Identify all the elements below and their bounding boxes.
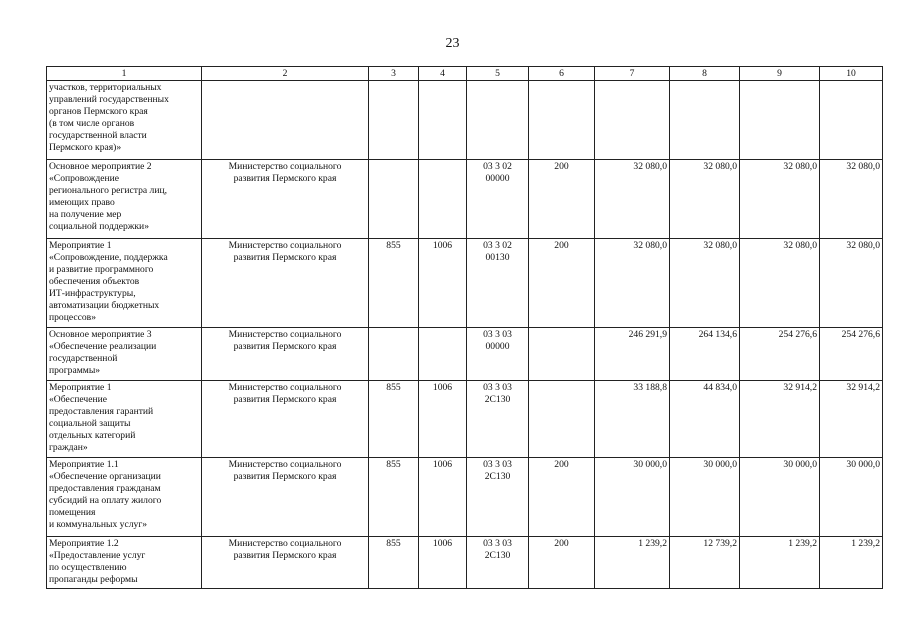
target-article-cell: 03 3 03 2С130 — [467, 537, 529, 589]
column-header: 6 — [529, 67, 595, 81]
amount-col-8: 264 134,6 — [670, 328, 740, 381]
grbs-code-cell — [369, 160, 419, 239]
grbs-code-cell: 855 — [369, 381, 419, 458]
amount-col-9: 30 000,0 — [740, 458, 820, 537]
page-number: 23 — [445, 36, 460, 51]
section-code-cell: 1006 — [419, 381, 467, 458]
amount-col-10: 32 080,0 — [820, 239, 883, 328]
column-header: 3 — [369, 67, 419, 81]
row-name: Мероприятие 1 «Обеспечение предоставления гарантий социальной защиты отдельных категорий граждан» — [47, 381, 202, 458]
column-header: 7 — [595, 67, 670, 81]
column-header: 5 — [467, 67, 529, 81]
target-article-cell: 03 3 03 2С130 — [467, 381, 529, 458]
column-header: 4 — [419, 67, 467, 81]
grbs-code-cell — [369, 81, 419, 160]
section-code-cell: 1006 — [419, 537, 467, 589]
amount-col-9: 254 276,6 — [740, 328, 820, 381]
expense-type-cell: 200 — [529, 458, 595, 537]
budget-table — [46, 66, 883, 589]
amount-col-7: 1 239,2 — [595, 537, 670, 589]
table-row — [47, 328, 883, 381]
table-row — [47, 160, 883, 239]
grbs-code-cell: 855 — [369, 458, 419, 537]
table-row — [47, 458, 883, 537]
expense-type-cell: 200 — [529, 160, 595, 239]
target-article-cell — [467, 81, 529, 160]
table-row — [47, 81, 883, 160]
expense-type-cell: 200 — [529, 537, 595, 589]
amount-col-8 — [670, 81, 740, 160]
target-article-cell: 03 3 02 00130 — [467, 239, 529, 328]
amount-col-7: 33 188,8 — [595, 381, 670, 458]
grbs-code-cell: 855 — [369, 537, 419, 589]
department-cell: Министерство социального развития Пермского края — [202, 328, 369, 381]
amount-col-9: 32 080,0 — [740, 160, 820, 239]
amount-col-10: 32 080,0 — [820, 160, 883, 239]
row-name: Мероприятие 1 «Сопровождение, поддержка и развитие программного обеспечения объектов ИТ-инфраструктуры, автоматизации бюджетных процессов» — [47, 239, 202, 328]
expense-type-cell: 200 — [529, 239, 595, 328]
section-code-cell: 1006 — [419, 458, 467, 537]
department-cell — [202, 81, 369, 160]
department-cell: Министерство социального развития Пермского края — [202, 537, 369, 589]
row-name: участков, территориальных управлений государственных органов Пермского края (в том числе органов государственной власти Пермского края)» — [47, 81, 202, 160]
amount-col-9: 32 080,0 — [740, 239, 820, 328]
column-header: 2 — [202, 67, 369, 81]
row-name: Основное мероприятие 2 «Сопровождение регионального регистра лиц, имеющих право на получение мер социальной поддержки» — [47, 160, 202, 239]
department-cell: Министерство социального развития Пермского края — [202, 381, 369, 458]
table-row — [47, 239, 883, 328]
amount-col-9: 1 239,2 — [740, 537, 820, 589]
amount-col-10: 1 239,2 — [820, 537, 883, 589]
column-header: 9 — [740, 67, 820, 81]
column-header: 1 — [47, 67, 202, 81]
row-name: Основное мероприятие 3 «Обеспечение реализации государственной программы» — [47, 328, 202, 381]
target-article-cell: 03 3 02 00000 — [467, 160, 529, 239]
section-code-cell — [419, 81, 467, 160]
table-row — [47, 381, 883, 458]
column-header: 10 — [820, 67, 883, 81]
row-name: Мероприятие 1.1 «Обеспечение организации предоставления гражданам субсидий на оплату жилого помещения и коммунальных услуг» — [47, 458, 202, 537]
row-name: Мероприятие 1.2 «Предоставление услуг по осуществлению пропаганды реформы — [47, 537, 202, 589]
grbs-code-cell — [369, 328, 419, 381]
section-code-cell — [419, 328, 467, 381]
section-code-cell: 1006 — [419, 239, 467, 328]
amount-col-7: 246 291,9 — [595, 328, 670, 381]
amount-col-8: 32 080,0 — [670, 239, 740, 328]
expense-type-cell — [529, 81, 595, 160]
amount-col-10 — [820, 81, 883, 160]
amount-col-7: 32 080,0 — [595, 239, 670, 328]
grbs-code-cell: 855 — [369, 239, 419, 328]
amount-col-10: 30 000,0 — [820, 458, 883, 537]
amount-col-10: 32 914,2 — [820, 381, 883, 458]
table-body — [47, 67, 883, 589]
amount-col-8: 32 080,0 — [670, 160, 740, 239]
department-cell: Министерство социального развития Пермского края — [202, 239, 369, 328]
column-header: 8 — [670, 67, 740, 81]
amount-col-9: 32 914,2 — [740, 381, 820, 458]
expense-type-cell — [529, 381, 595, 458]
target-article-cell: 03 3 03 00000 — [467, 328, 529, 381]
amount-col-8: 30 000,0 — [670, 458, 740, 537]
department-cell: Министерство социального развития Пермского края — [202, 160, 369, 239]
department-cell: Министерство социального развития Пермского края — [202, 458, 369, 537]
amount-col-10: 254 276,6 — [820, 328, 883, 381]
section-code-cell — [419, 160, 467, 239]
expense-type-cell — [529, 328, 595, 381]
amount-col-7: 32 080,0 — [595, 160, 670, 239]
table-row — [47, 537, 883, 589]
amount-col-8: 12 739,2 — [670, 537, 740, 589]
amount-col-9 — [740, 81, 820, 160]
column-header-row — [47, 67, 883, 81]
target-article-cell: 03 3 03 2С130 — [467, 458, 529, 537]
amount-col-8: 44 834,0 — [670, 381, 740, 458]
amount-col-7 — [595, 81, 670, 160]
amount-col-7: 30 000,0 — [595, 458, 670, 537]
